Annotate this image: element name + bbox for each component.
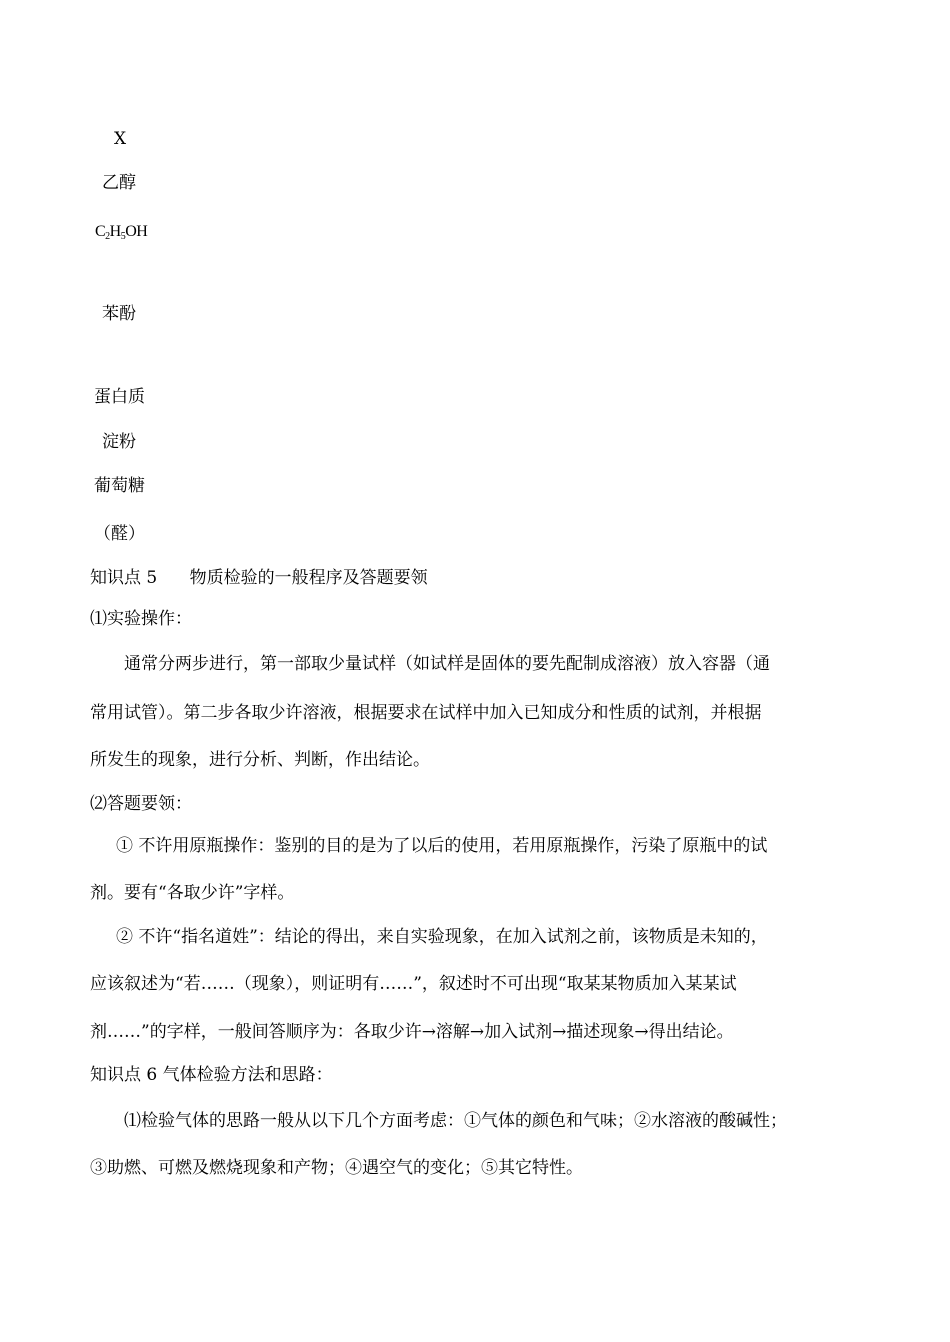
section5-point2-line2: 应该叙述为“若……（现象），则证明有……”，叙述时不可出现“取某某物质加入某某试 [90,974,737,994]
section5-point1-line1: ① 不许用原瓶操作：鉴别的目的是为了以后的使用，若用原瓶操作，污染了原瓶中的试 [116,836,768,856]
section5-title: 知识点 5 物质检验的一般程序及答题要领 [90,568,428,588]
section5-sub1: ⑴实验操作： [90,609,192,629]
section5-sub2: ⑵答题要领： [90,794,192,814]
label-aldehyde: （醛） [94,524,145,544]
label-phenol: 苯酚 [102,304,136,324]
section5-point1-line2: 剂。要有“各取少许”字样。 [90,883,295,903]
section6-para1-line1: ⑴检验气体的思路一般从以下几个方面考虑：①气体的颜色和气味；②水溶液的酸碱性； [124,1111,787,1131]
section5-point2-line3: 剂……”的字样，一般间答顺序为：各取少许→溶解→加入试剂→描述现象→得出结论。 [90,1022,734,1042]
section5-para1-line2: 常用试管）。第二步各取少许溶液，根据要求在试样中加入已知成分和性质的试剂，并根据 [90,703,762,723]
column-header-x: X [114,129,127,149]
section5-point2-line1: ② 不许“指名道姓”：结论的得出，来自实验现象，在加入试剂之前，该物质是未知的， [116,927,768,947]
section5-para1-line1: 通常分两步进行，第一部取少量试样（如试样是固体的要先配制成溶液）放入容器（通 [124,654,770,674]
formula-ethanol: $C_2H_5OH$ [95,223,148,242]
section5-para1-line3: 所发生的现象，进行分析、判断，作出结论。 [90,750,430,770]
section6-para1-line2: ③助燃、可燃及燃烧现象和产物；④遇空气的变化；⑤其它特性。 [90,1158,583,1178]
label-protein: 蛋白质 [94,387,145,407]
label-ethanol: 乙醇 [102,173,136,193]
label-glucose: 葡萄糖 [94,476,145,496]
section6-title: 知识点 6 气体检验方法和思路： [90,1065,333,1085]
label-starch: 淀粉 [102,432,136,452]
